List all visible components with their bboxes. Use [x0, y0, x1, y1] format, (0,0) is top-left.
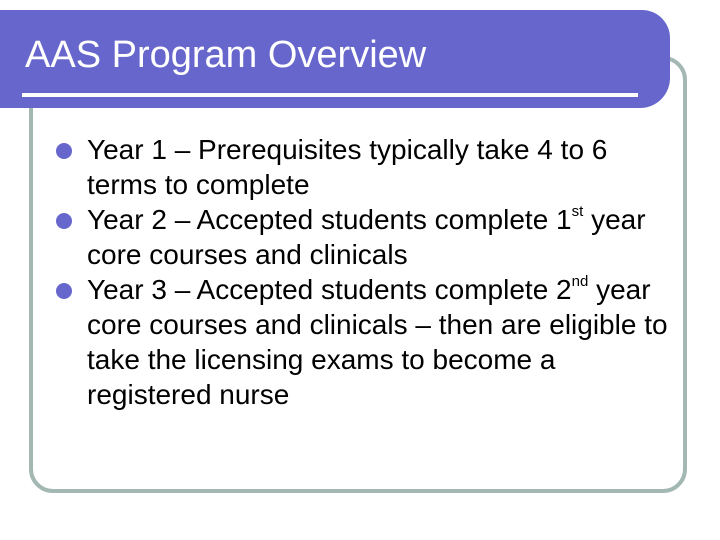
bullet-dot-icon [56, 213, 72, 229]
slide-title: AAS Program Overview [25, 34, 427, 76]
bullet-item [56, 202, 676, 272]
ordinal-suffix: nd [571, 272, 589, 290]
bullet-list [56, 132, 676, 412]
bullet-item [56, 272, 676, 412]
bullet-dot-icon [56, 283, 72, 299]
ordinal-suffix: st [571, 202, 584, 220]
bullet-item [56, 132, 676, 202]
bullet-text-continued: year core courses and clinicals – then are eligible to take the licensing exams to become a registered nurse [87, 274, 668, 410]
bullet-text-continued: year core courses and clinicals [87, 204, 646, 270]
title-underline [22, 93, 638, 97]
bullet-text: Year 2 – Accepted students complete 1 [87, 204, 572, 235]
bullet-text: Year 3 – Accepted students complete 2 [87, 274, 572, 305]
bullet-dot-icon [56, 143, 72, 159]
bullet-text: Year 1 – Prerequisites typically take 4 to 6 terms to complete [87, 134, 608, 200]
